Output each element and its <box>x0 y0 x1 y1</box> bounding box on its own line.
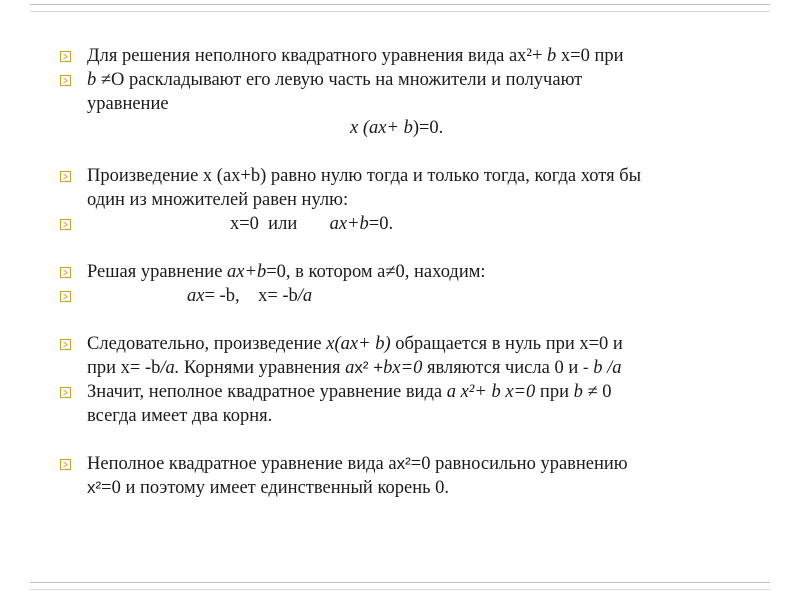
item2-var-b: b <box>87 70 97 90</box>
item9-x-squared-2: х² <box>87 478 102 497</box>
bottom-rule <box>30 582 770 583</box>
item8-neq-zero: ≠ 0 <box>582 382 612 402</box>
item6-var-a: /a <box>297 286 313 306</box>
item4-expr: ах+b <box>329 214 369 234</box>
list-item <box>60 44 750 68</box>
list-item-continuation <box>60 476 750 500</box>
item4-text-end: =0. <box>368 214 394 234</box>
bullet-icon <box>60 75 71 86</box>
list-item-continuation <box>60 356 750 380</box>
list-item-continuation <box>60 92 750 116</box>
top-rule-secondary <box>30 11 770 12</box>
bullet-icon <box>60 339 71 350</box>
item7-bx: bх=0 <box>383 358 423 378</box>
item8-text-line2: всегда имеет два корня. <box>87 406 273 426</box>
list-item <box>60 332 750 356</box>
item7-text-end: обращается в нуль при х=0 и <box>390 334 623 354</box>
equation-line <box>60 116 750 140</box>
equation-part3: )=0. <box>412 118 444 138</box>
item7-coef-a: а <box>345 358 355 378</box>
bullet-icon <box>60 291 71 302</box>
list-item <box>60 164 750 188</box>
list-item <box>60 452 750 476</box>
item6-expr: ах <box>187 286 205 306</box>
item9-x-squared: х² <box>396 454 411 473</box>
item5-expr: ax+b <box>227 262 267 282</box>
item5-text-end: =0, в котором а≠0, находим: <box>266 262 486 282</box>
slide-body <box>60 44 750 500</box>
item8-text: Значит, неполное квадратное уравнение вида <box>87 382 447 402</box>
item7-text-line2b: Корнями уравнения <box>179 358 346 378</box>
item8-x-squared: х²+ <box>455 382 492 402</box>
list-item-continuation <box>60 404 750 428</box>
equation-part1: х (ах+ <box>350 118 404 138</box>
bullet-icon <box>60 459 71 470</box>
equation-var-b: b <box>403 118 413 138</box>
item4-text: х=0 или <box>230 214 330 234</box>
item8-var-b: b <box>573 382 583 402</box>
item2-text-line2: уравнение <box>87 94 169 114</box>
item3-text: Произведение х (ах+b) равно нулю тогда и только тогда, когда хотя бы <box>87 166 642 186</box>
item7-var-a: /a. <box>160 358 180 378</box>
list-item <box>60 284 750 308</box>
bullet-icon <box>60 267 71 278</box>
item8-bx: b х=0 <box>491 382 536 402</box>
list-item <box>60 260 750 284</box>
list-item <box>60 212 750 236</box>
item7-root: b /a <box>593 358 622 378</box>
item1-var-b: b <box>547 46 557 66</box>
top-rule <box>30 4 770 5</box>
item9-text-end: =0 равносильно уравнению <box>410 454 628 474</box>
item8-text-mid: при <box>535 382 574 402</box>
item9-text-line2: =0 и поэтому имеет единственный корень 0. <box>101 478 450 498</box>
bullet-icon <box>60 219 71 230</box>
item7-text: Следовательно, произведение <box>87 334 327 354</box>
item9-text: Неполное квадратное уравнение вида а <box>87 454 397 474</box>
item6-text: = -b, x= -b <box>204 286 298 306</box>
item2-text: ≠О раскладывают его левую часть на множители и получают <box>96 70 583 90</box>
item7-expr: x(ax+ b) <box>326 334 391 354</box>
item7-text-line2a: при х= -b <box>87 358 161 378</box>
bullet-icon <box>60 51 71 62</box>
list-item-continuation <box>60 188 750 212</box>
item7-x-squared: х² + <box>354 358 384 377</box>
item8-coef-a: а <box>446 382 456 402</box>
item7-text-line2c: являются числа 0 и <box>422 358 583 378</box>
item1-text: Для решения неполного квадратного уравнения вида ах²+ <box>87 46 548 66</box>
item5-text: Решая уравнение <box>87 262 228 282</box>
list-item <box>60 68 750 92</box>
item3-text-line2: один из множителей равен нулю: <box>87 190 349 210</box>
item7-minus: - <box>582 358 594 377</box>
item1-text-end: х=0 при <box>556 46 624 66</box>
bullet-icon <box>60 387 71 398</box>
list-item <box>60 380 750 404</box>
bullet-icon <box>60 171 71 182</box>
bottom-rule-secondary <box>30 589 770 590</box>
